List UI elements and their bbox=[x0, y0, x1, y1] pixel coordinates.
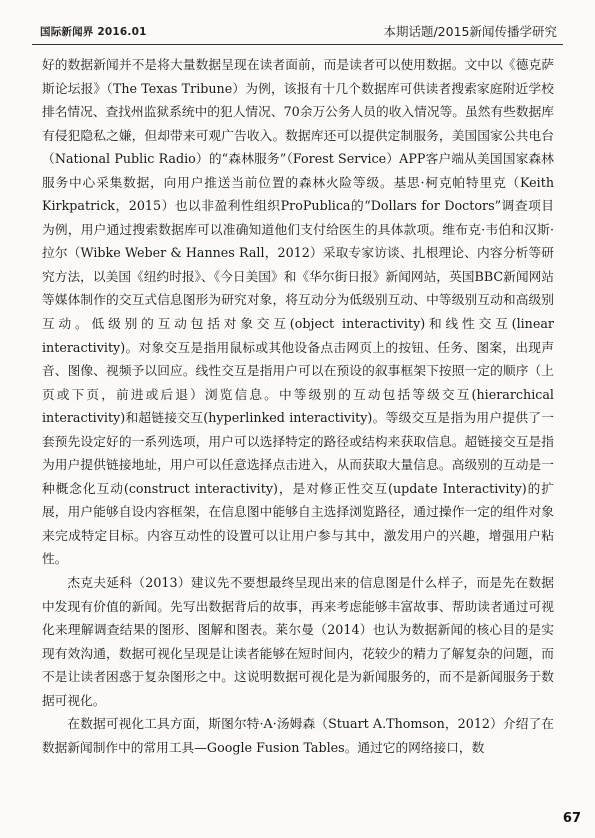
paragraph: 杰克夫延科（2013）建议先不要想最终呈现出来的信息图是什么样子，而是先在数据中发现有价值的新闻。先写出数据背后的故事，再来考虑能够丰富故事、帮助读者通过可视化来理解调查结果的图形、图解和图表。莱尔曼（2014）也认为数据新闻的核心目的是实现有效沟通，数据可视化呈现是让读者能够在短时间内，花较少的精力了解复杂的问题，而不是让读者困惑于复杂图形之中。这说明数据可视化是为新闻服务的，而不是新闻服务于数据可视化。 bbox=[42, 575, 554, 708]
journal-issue: 国际新闻界 2016.01 bbox=[40, 26, 147, 38]
header-rule bbox=[32, 44, 563, 45]
running-header bbox=[0, 0, 595, 46]
page-number: 67 bbox=[562, 811, 581, 826]
section-topic: 本期话题/2015新闻传播学研究 bbox=[383, 24, 557, 39]
paragraph: 好的数据新闻并不是将大量数据呈现在读者面前，而是读者可以使用数据。文中以《德克萨斯论坛报》（The Texas Tribune）为例，该报有十几个数据库可供读者搜索家庭附近学校排名情况、查找州监狱系统中的犯人情况、70余万公务人员的收入情况等。虽然有些数据库有侵犯隐私之嫌，但却带来可观广告收入。数据库还可以提供定制服务，美国国家公共电台（National Public Radio）的“森林服务”（Forest Service）APP客户端从美国国家森林服务中心采集数据，向用户推送当前位置的森林火险等级。基思·柯克帕特里克（Keith Kirkpatrick，2015）也以非盈利性组织ProPublica的“Dollars for Doctors”调查项目为例，用户通过搜索数据库可以准确知道他们支付给医生的具体款项。维布克·韦伯和汉斯·拉尔（Wibke Weber & Hannes Rall，2012）采取专家访谈、扎根理论、内容分析等研究方法，以美国《纽约时报》、《今日美国》和《华尔街日报》新闻网站，英国BBC新闻网站等媒体制作的交互式信息图形为研究对象，将互动分为低级别互动、中等级别互动和高级别互动。低级别的互动包括对象交互(object interactivity)和线性交互(linear interactivity)。对象交互是指用鼠标或其他设备点击网页上的按钮、任务、图案，出现声音、图像、视频予以回应。线性交互是指用户可以在预设的叙事框架下按照一定的顺序（上页或下页，前进或后退）浏览信息。中等级别的互动包括等级交互(hierarchical interactivity)和超链接交互(hyperlinked interactivity)。等级交互是指为用户提供了一套预先设定好的一系列选项，用户可以选择特定的路径或结构来获取信息。超链接交互是指为用户提供链接地址，用户可以任意选择点击进入，从而获取大量信息。高级别的互动是一种概念化互动(construct interactivity)，是对修正性交互(update Interactivity)的扩展，用户能够自设内容框架，在信息图中能够自主选择浏览路径，通过操作一定的组件对象来完成特定目标。内容互动性的设置可以让用户参与其中，激发用户的兴趣，增强用户粘性。 bbox=[42, 57, 554, 567]
article-body bbox=[42, 53, 554, 759]
paragraph: 在数据可视化工具方面，斯图尔特·A·汤姆森（Stuart A.Thomson，2012）介绍了在数据新闻制作中的常用工具—Google Fusion Tables。通过它的网络接口，数 bbox=[42, 716, 554, 755]
